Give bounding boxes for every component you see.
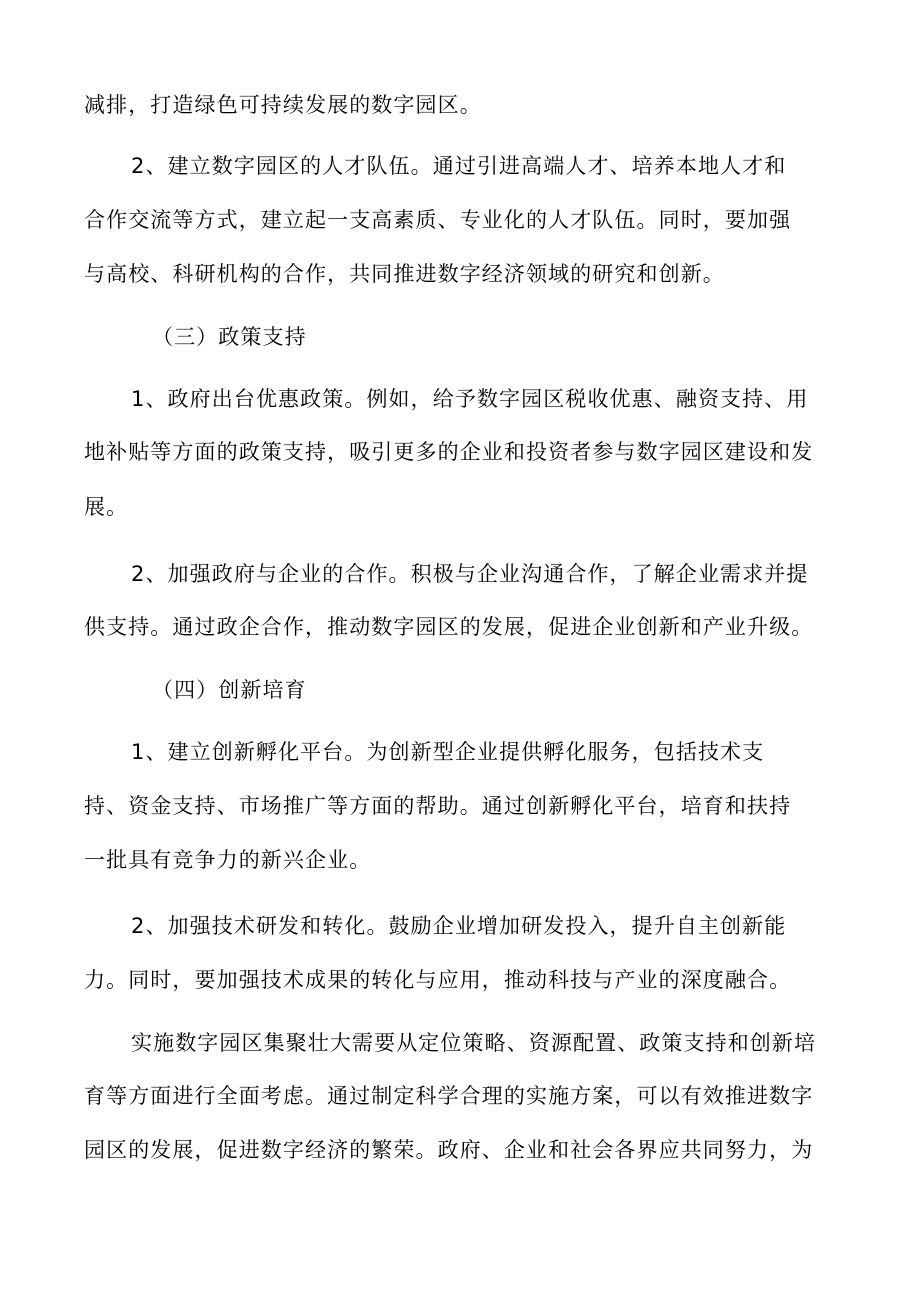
paragraph-line: 一批具有竞争力的新兴企业。 [84, 848, 372, 872]
paragraph-line: 地补贴等方面的政策支持，吸引更多的企业和投资者参与数字园区建设和发 [84, 440, 814, 464]
paragraph-line: 力。同时，要加强技术成果的转化与应用，推动科技与产业的深度融合。 [84, 968, 792, 992]
paragraph-line: 2、建立数字园区的人才队伍。通过引进高端人才、培养本地人才和 [131, 154, 787, 178]
paragraph-line: 1、政府出台优惠政策。例如，给予数字园区税收优惠、融资支持、用 [131, 387, 809, 411]
paragraph-line: 1、建立创新孵化平台。为创新型企业提供孵化服务，包括技术支 [131, 740, 765, 764]
paragraph-line: 与高校、科研机构的合作，共同推进数字经济领域的研究和创新。 [84, 262, 725, 286]
section-heading: （四）创新培育 [152, 678, 307, 702]
section-heading: （三）政策支持 [152, 325, 307, 349]
paragraph-line: 供支持。通过政企合作，推动数字园区的发展，促进企业创新和产业升级。 [84, 615, 814, 639]
paragraph-line: 2、加强技术研发和转化。鼓励企业增加研发投入，提升自主创新能 [131, 914, 787, 938]
paragraph-line: 减排，打造绿色可持续发展的数字园区。 [84, 93, 482, 117]
paragraph-line: 展。 [84, 495, 129, 519]
paragraph-line: 园区的发展，促进数字经济的繁荣。政府、企业和社会各界应共同努力，为 [84, 1138, 814, 1162]
paragraph-line: 育等方面进行全面考虑。通过制定科学合理的实施方案，可以有效推进数字 [84, 1084, 814, 1108]
paragraph-line: 合作交流等方式，建立起一支高素质、专业化的人才队伍。同时，要加强 [84, 208, 792, 232]
paragraph-line: 持、资金支持、市场推广等方面的帮助。通过创新孵化平台，培育和扶持 [84, 794, 792, 818]
paragraph-line: 实施数字园区集聚壮大需要从定位策略、资源配置、政策支持和创新培 [131, 1031, 817, 1055]
paragraph-line: 2、加强政府与企业的合作。积极与企业沟通合作，了解企业需求并提 [131, 562, 809, 586]
